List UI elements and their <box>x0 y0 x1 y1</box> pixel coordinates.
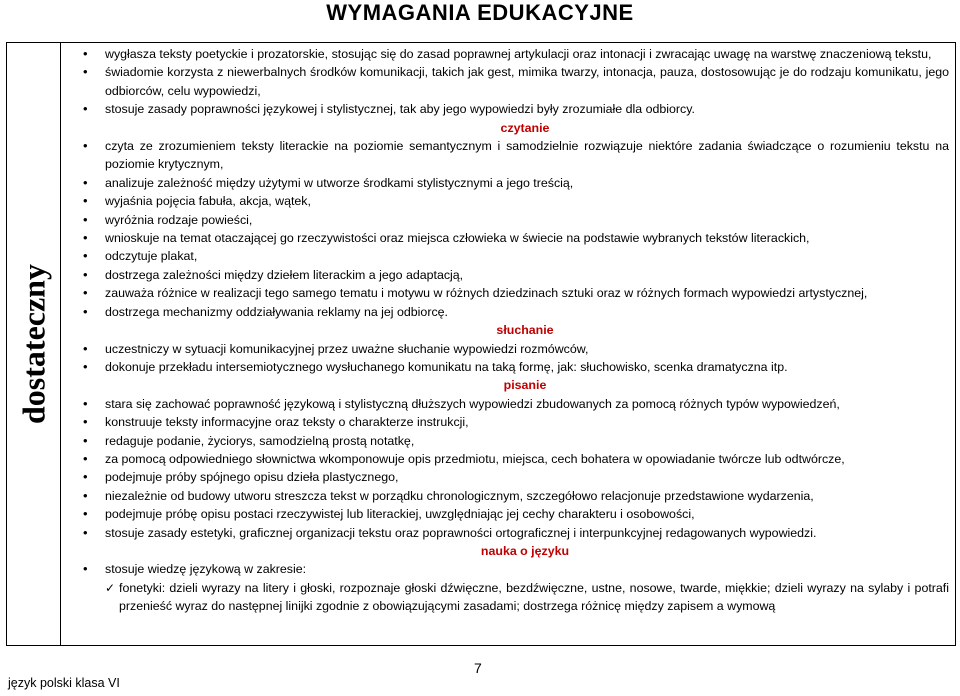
list-item: • podejmuje próbę opisu postaci rzeczywistej lub literackiej, uwzględniając jej cechy charakteru i osobowości, <box>61 505 949 523</box>
section-heading-pisanie: pisanie <box>503 378 547 393</box>
requirements-list <box>61 340 949 377</box>
list-item: • świadomie korzysta z niewerbalnych środków komunikacji, takich jak gest, mimika twarzy, intonacja, pauza, dostosowując je do rodzaju komunikatu, jego odbiorców, celu wypowiedzi, <box>61 63 949 100</box>
list-item: • stosuje wiedzę językową w zakresie: <box>61 560 949 578</box>
section-heading-nauka-o-jezyku: nauka o języku <box>480 543 570 558</box>
grade-label: dostateczny <box>15 264 51 424</box>
grade-column <box>7 43 61 645</box>
page-title: WYMAGANIA EDUKACYJNE <box>326 0 634 25</box>
list-item: • stosuje zasady estetyki, graficznej organizacji tekstu oraz poprawności ortograficznej i interpunkcyjnej redagowanych wypowiedzi. <box>61 524 949 542</box>
requirements-list <box>61 137 949 321</box>
list-item: • dostrzega mechanizmy oddziaływania reklamy na jej odbiorcę. <box>61 303 949 321</box>
list-item: • stara się zachować poprawność językową i stylistyczną dłuższych wypowiedzi zbudowanych za pomocą różnych typów wypowiedzeń, <box>61 395 949 413</box>
list-item: • wygłasza teksty poetyckie i prozatorskie, stosując się do zasad poprawnej artykulacji oraz intonacji i zwracając uwagę na warstwę znaczeniową tekstu, <box>61 45 949 63</box>
list-item: • niezależnie od budowy utworu streszcza tekst w porządku chronologicznym, szczegółowo relacjonuje przedstawione wydarzenia, <box>61 487 949 505</box>
requirements-list <box>61 395 949 542</box>
list-item: • wnioskuje na temat otaczającej go rzeczywistości oraz miejsca człowieka w świecie na podstawie wybranych tekstów literackich, <box>61 229 949 247</box>
list-item: • uczestniczy w sytuacji komunikacyjnej przez uważne słuchanie wypowiedzi rozmówców, <box>61 340 949 358</box>
list-item: • konstruuje teksty informacyjne oraz teksty o charakterze instrukcji, <box>61 413 949 431</box>
list-item: • dostrzega zależności między dziełem literackim a jego adaptacją, <box>61 266 949 284</box>
section-heading-czytanie: czytanie <box>500 120 550 135</box>
list-item: • odczytuje plakat, <box>61 247 949 265</box>
list-item: • zauważa różnice w realizacji tego samego tematu i motywu w różnych dziedzinach sztuki oraz w różnych formach wypowiedzi artystycznej, <box>61 284 949 302</box>
list-item: • dokonuje przekładu intersemiotycznego wysłuchanego komunikatu na taką formę, jak: słuchowisko, scenka dramatyczna itp. <box>61 358 949 376</box>
requirements-content <box>61 43 955 645</box>
list-item: • za pomocą odpowiedniego słownictwa wkomponowuje opis przedmiotu, miejsca, cech bohatera w opowiadanie twórcze lub odtwórcze, <box>61 450 949 468</box>
list-item: • analizuje zależność między użytymi w utworze środkami stylistycznymi a jego treścią, <box>61 174 949 192</box>
list-item: • wyjaśnia pojęcia fabuła, akcja, wątek, <box>61 192 949 210</box>
page-number: 7 <box>474 660 482 676</box>
list-item: • stosuje zasady poprawności językowej i stylistycznej, tak aby jego wypowiedzi były zrozumiałe dla odbiorcy. <box>61 100 949 118</box>
list-item: • czyta ze zrozumieniem teksty literackie na poziomie semantycznym i samodzielnie rozwiązuje niektóre zadania świadczące o rozumieniu tekstu na poziomie krytycznym, <box>61 137 949 174</box>
check-list-item: ✓ fonetyki: dzieli wyrazy na litery i głoski, rozpoznaje głoski dźwięczne, bezdźwięczne, ustne, nosowe, twarde, miękkie; dzieli wyrazy na sylaby i potrafi przenieść wyraz do następnej linijki zgodnie z obowiązującymi zasadami; dostrzega różnicę między zapisem a wymową <box>61 579 949 616</box>
list-item: • redaguje podanie, życiorys, samodzielną prostą notatkę, <box>61 432 949 450</box>
requirements-table <box>6 42 956 646</box>
requirements-list <box>61 560 949 615</box>
footer-subject: język polski klasa VI <box>8 676 120 690</box>
list-item: • wyróżnia rodzaje powieści, <box>61 211 949 229</box>
list-item: • podejmuje próby spójnego opisu dzieła plastycznego, <box>61 468 949 486</box>
section-heading-sluchanie: słuchanie <box>496 323 554 338</box>
requirements-list <box>61 45 949 119</box>
